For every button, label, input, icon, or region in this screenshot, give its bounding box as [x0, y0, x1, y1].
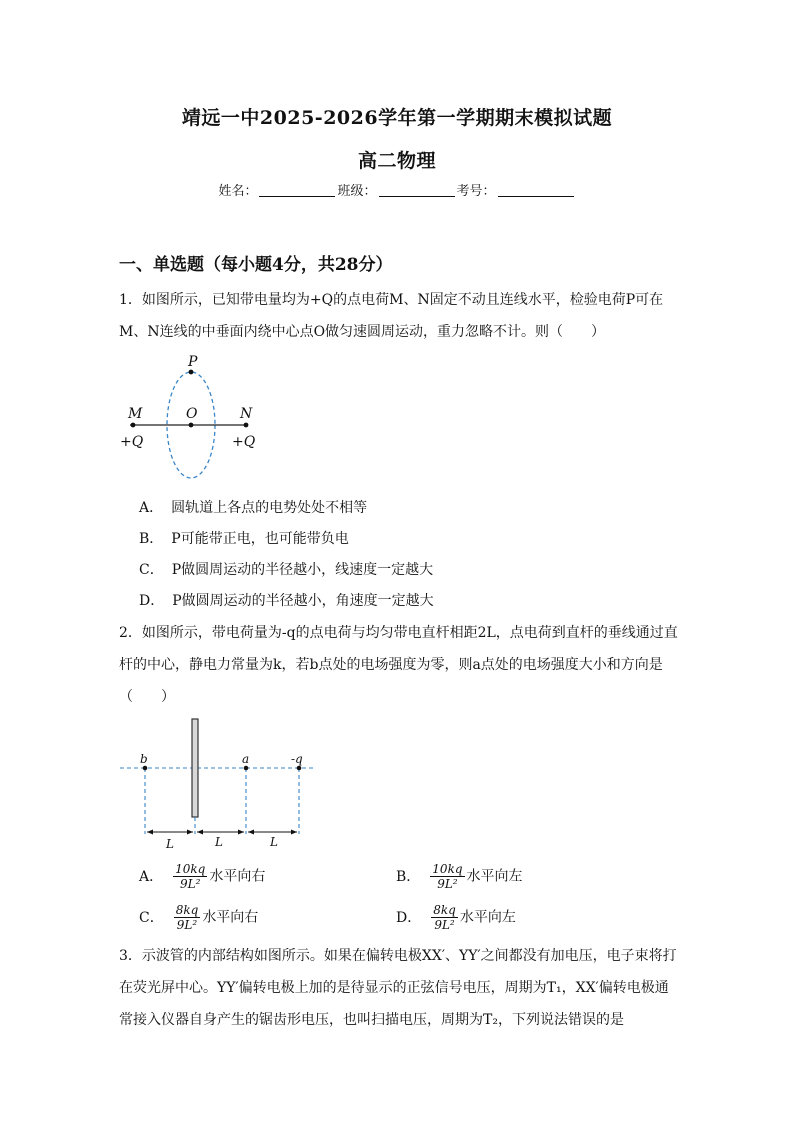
option-letter: C． — [139, 909, 164, 926]
numerator: 8kq — [175, 903, 199, 917]
label-P: P — [188, 354, 198, 370]
label-a: a — [242, 752, 250, 766]
fraction — [431, 903, 458, 932]
option-letter: C． — [139, 562, 164, 578]
point-charge — [297, 766, 302, 771]
numerator: 8kq — [433, 903, 456, 917]
arrow-2-left — [197, 830, 203, 835]
arrow-1-left — [147, 830, 153, 835]
option-text: P可能带正电，也可能带负电 — [171, 531, 349, 547]
label-L-3: L — [270, 835, 278, 849]
option-letter: B． — [396, 868, 421, 885]
name-label: 姓名： — [218, 184, 258, 199]
numerator: 10kq — [175, 862, 206, 876]
denominator: 9L² — [434, 918, 455, 932]
option-text: 水平向左 — [466, 868, 523, 885]
fraction — [430, 862, 464, 891]
q2-option-a[interactable] — [139, 862, 265, 891]
label-M: M — [128, 406, 143, 422]
label-right-charge: +Q — [232, 434, 256, 450]
option-text: P做圆周运动的半径越小，角速度一定越大 — [172, 593, 434, 609]
option-letter: A． — [139, 500, 164, 516]
point-b — [143, 766, 148, 771]
q2-option-d[interactable] — [396, 903, 516, 932]
arrow-2-right — [238, 830, 244, 835]
q2-option-b[interactable] — [396, 862, 523, 891]
question-3-text: 3．示波管的内部结构如图所示。如果在偏转电极XX′、YY′之间都没有加电压，电子束将打在荧光屏中心。YY′偏转电极上加的是待显示的正弦信号电压，周期为T₁，XX′偏转电极通常接入仪器自身产生的锯齿形电压，也叫扫描电压，周期为T₂，下列说法错误的是 — [119, 948, 677, 1028]
label-L-2: L — [215, 835, 223, 849]
class-label: 班级： — [337, 184, 377, 199]
arrow-3-left — [248, 830, 254, 835]
option-letter: A． — [139, 868, 164, 885]
id-label: 考号： — [456, 184, 496, 199]
label-N: N — [240, 406, 253, 422]
option-text: P做圆周运动的半径越小，线速度一定越大 — [171, 562, 434, 578]
fraction — [174, 903, 201, 932]
question-2-text: 2．如图所示，带电荷量为-q的点电荷与均匀带电直杆相距2L，点电荷到直杆的垂线通过直杆的中心，静电力常量为k，若b点处的电场强度为零，则a点处的电场强度大小和方向是（ ） — [119, 625, 678, 705]
section-title: 一、单选题（每小题4分，共28分） — [119, 255, 393, 275]
label-charge: -q — [291, 752, 303, 766]
numerator: 10kq — [432, 862, 463, 876]
q2-option-c[interactable] — [139, 903, 258, 932]
denominator: 9L² — [180, 877, 201, 891]
fraction — [173, 862, 207, 891]
option-letter: B． — [139, 531, 164, 547]
option-text: 水平向右 — [202, 909, 259, 926]
option-letter: D． — [139, 593, 165, 609]
arrow-1-right — [187, 830, 193, 835]
option-text: 水平向左 — [459, 909, 516, 926]
option-letter: D． — [396, 909, 422, 926]
question-1-text: 1．如图所示，已知带电量均为+Q的点电荷M、N固定不动且连线水平，检验电荷P可在M、N连线的中垂面内绕中心点O做匀速圆周运动，重力忽略不计。则（ ） — [119, 292, 664, 340]
option-text: 水平向右 — [209, 868, 266, 885]
label-left-charge: +Q — [120, 434, 144, 450]
exam-title: 靖远一中2025-2026学年第一学期期末模拟试题 — [181, 107, 613, 129]
charged-rod — [192, 719, 198, 817]
option-text: 圆轨道上各点的电势处处不相等 — [171, 500, 368, 516]
denominator: 9L² — [176, 918, 198, 932]
denominator: 9L² — [437, 877, 458, 891]
point-a — [244, 766, 249, 771]
label-L-1: L — [166, 837, 174, 851]
subject-title: 高二物理 — [357, 150, 436, 172]
label-O: O — [186, 406, 198, 422]
arrow-3-right — [291, 830, 297, 835]
label-b: b — [140, 752, 148, 766]
